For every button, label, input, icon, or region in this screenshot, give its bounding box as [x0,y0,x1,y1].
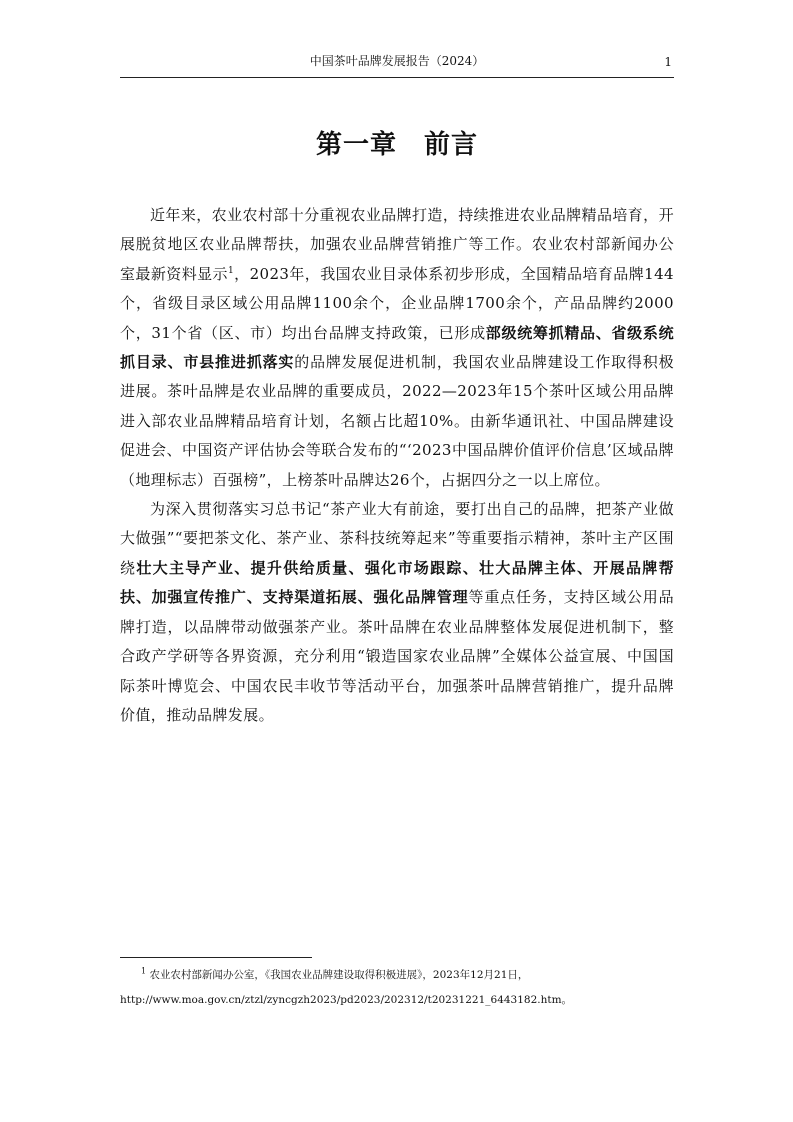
chapter-title: 第一章 前言 [315,130,478,160]
footnote-mark: 1 [141,966,147,976]
running-header-title: 中国茶叶品牌发展报告（2024） [309,54,485,68]
paragraph-2-emphasis: 壮大主导产业、提升供给质量、强化市场跟踪、壮大品牌主体、开展品牌帮扶、加强宣传推广、支持渠道拓展、强化品牌管理 [120,558,674,607]
footnote-separator [120,957,312,958]
footnote-line-1 [120,963,674,988]
paragraph-2 [120,495,674,730]
body-text [120,201,674,730]
paragraph-1-text-b: ，2023年，我国农业目录体系初步形成，全国精品培育品牌144个，省级目录区域公用品牌1100余个，企业品牌1700余个，产品品牌约2000个，31个省（区、市）均出台品牌支持政策，已形成 [120,264,674,342]
paragraph-2-text-b: 等重点任务，支持区域公用品牌打造，以品牌带动做强茶产业。茶叶品牌在农业品牌整体发展促进机制下，整合政产学研等各界资源，充分利用“锻造国家农业品牌”全媒体公益宣展、中国国际茶叶博览会、中国农民丰收节等活动平台，加强茶叶品牌营销推广，提升品牌价值，推动品牌发展。 [120,588,674,724]
paragraph-1-emphasis: 部级统筹抓精品、省级系统抓目录、市县推进抓落实 [120,323,674,372]
page-number: 1 [664,55,672,69]
paragraph-1 [120,201,674,495]
paragraph-1-text-c: 的品牌发展促进机制，我国农业品牌建设工作取得积极进展。茶叶品牌是农业品牌的重要成员，2022—2023年15个茶叶区域公用品牌进入部农业品牌精品培育计划，名额占比超10%。由新华通讯社、中国品牌建设促进会、中国资产评估协会等联合发布的“‘2023中国品牌价值评价信息’区域品牌（地理标志）百强榜”，上榜茶叶品牌达26个，占据四分之一以上席位。 [120,353,674,489]
footnote-citation: 农业农村部新闻办公室，《我国农业品牌建设取得积极进展》，2023年12月21日， [149,969,529,981]
footnote-url[interactable]: http://www.moa.gov.cn/ztzl/zyncgzh2023/pd2023/202312/t20231221_6443182.htm。 [120,994,573,1006]
paragraph-1-text-a: 近年来，农业农村部十分重视农业品牌打造，持续推进农业品牌精品培育，开展脱贫地区农业品牌帮扶，加强农业品牌营销推广等工作。农业农村部新闻办公室最新资料显示 [120,206,674,283]
footnote [120,963,674,1013]
paragraph-2-text-a: 为深入贯彻落实习总书记“茶产业大有前途，要打出自己的品牌，把茶产业做大做强”“要把茶文化、茶产业、茶科技统筹起来”等重要指示精神，茶叶主产区围绕 [120,500,674,577]
page-header [120,53,674,78]
footnote-reference[interactable]: 1 [227,265,235,276]
